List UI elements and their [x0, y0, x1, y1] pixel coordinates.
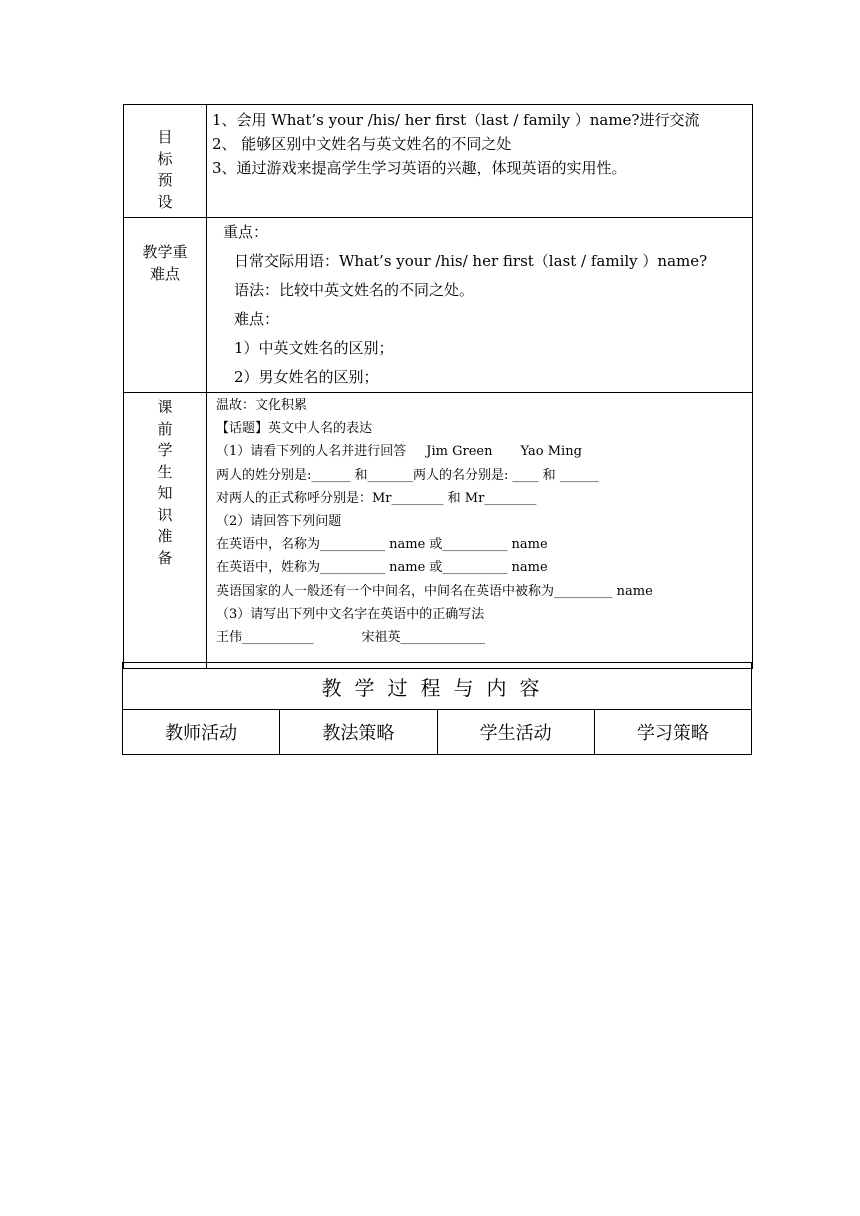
prep-topic: 【话题】英文中人名的表达 [216, 421, 373, 437]
column-header: 学习策略 [594, 710, 751, 755]
prep-row [124, 393, 753, 669]
key-points-row [124, 218, 753, 393]
lesson-plan-table [123, 104, 753, 669]
prep-blank-line: 英语国家的人一般还有一个中间名，中间名在英语中被称为_________ name [216, 583, 653, 599]
prep-line [216, 440, 752, 463]
prep-label-char: 备 [157, 548, 173, 567]
prep-label-cell [124, 393, 207, 669]
difficulty-line: 2）男女姓名的区别； [234, 368, 379, 386]
prep-blank-line: 在英语中，名称为__________ name 或__________ name [216, 537, 548, 553]
chinese-name-blank: 王伟___________ [216, 630, 314, 646]
key-point-line: 日常交际用语：What’s your /his/ her first（last / family ）name? [234, 252, 708, 270]
objective-line: 2、 能够区别中文姓名与英文姓名的不同之处 [212, 135, 512, 153]
objective-line: 3、通过游戏来提高学生学习英语的兴趣，体现英语的实用性。 [212, 159, 627, 177]
objectives-row [124, 105, 753, 218]
column-header: 教法策略 [280, 710, 437, 755]
name-example: Yao Ming [520, 444, 582, 460]
chinese-name-blank: 宋祖英_____________ [361, 630, 486, 646]
process-title: 教学过程与内容 [123, 663, 752, 710]
prep-line: 温故：文化积累 [216, 398, 308, 413]
key-points-label [124, 218, 206, 285]
prep-question: （1）请看下列的人名并进行回答 [216, 444, 407, 460]
objectives-content [207, 105, 753, 218]
prep-question: （2）请回答下列问题 [216, 514, 342, 530]
objectives-label-char: 标 [157, 149, 173, 168]
prep-blank-line: 在英语中，姓称为__________ name 或__________ name [216, 560, 548, 576]
key-points-label-cell [124, 218, 207, 393]
prep-label-char: 课 [157, 398, 173, 416]
column-header: 教师活动 [123, 710, 280, 755]
prep-label-char: 知 [157, 484, 173, 502]
objective-line: 1、会用 What’s your /his/ her first（last / family ）name?进行交流 [212, 111, 700, 129]
key-point-heading: 重点： [223, 223, 269, 241]
prep-label-char: 学 [157, 441, 173, 459]
key-points-content [207, 218, 753, 393]
process-table [122, 662, 752, 755]
prep-blank-line: 对两人的正式称呼分别是：Mr________ 和 Mr________ [216, 490, 537, 506]
column-header: 学生活动 [437, 710, 594, 755]
difficulty-heading: 难点： [234, 310, 280, 328]
key-point-line: 语法：比较中英文姓名的不同之处。 [234, 281, 475, 299]
name-example: Jim Green [426, 444, 493, 460]
objectives-label [124, 105, 206, 213]
prep-question: （3）请写出下列中文名字在英语中的正确写法 [216, 606, 485, 622]
prep-label-char: 准 [157, 527, 173, 545]
objectives-label-char: 预 [157, 171, 173, 189]
objectives-label-char: 设 [157, 192, 173, 211]
difficulty-line: 1）中英文姓名的区别； [234, 339, 394, 357]
prep-label [124, 393, 206, 569]
process-title-row [123, 663, 752, 710]
prep-label-char: 生 [157, 462, 173, 481]
prep-blank-line: 两人的姓分别是:______ 和_______两人的名分别是: ____ 和 ______ [216, 467, 599, 483]
process-header-row [123, 710, 752, 755]
prep-label-char: 前 [157, 419, 173, 438]
prep-label-char: 识 [157, 505, 173, 524]
key-points-label-line: 教学重 [142, 243, 188, 261]
key-points-label-line: 难点 [149, 264, 180, 283]
prep-blank-line [216, 626, 752, 649]
prep-content [207, 393, 753, 669]
objectives-label-cell [124, 105, 207, 218]
objectives-label-char: 目 [157, 128, 173, 146]
